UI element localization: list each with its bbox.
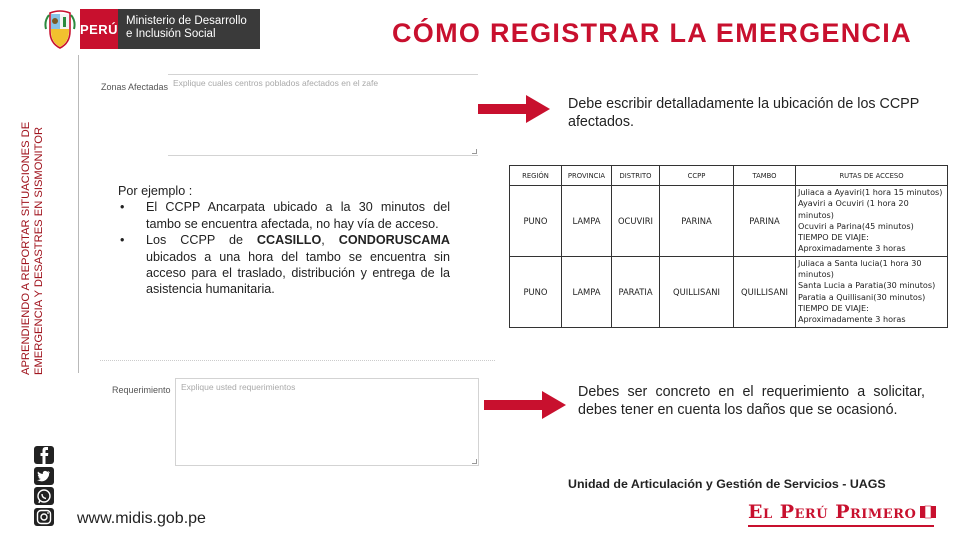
route-line: TIEMPO DE VIAJE:	[798, 302, 869, 313]
instagram-icon[interactable]	[33, 508, 55, 526]
cell-ccpp: PARINA	[660, 186, 734, 257]
route-line: Aproximadamente 3 horas	[798, 314, 906, 325]
route-line: Ayaviri a Ocuviri (1 hora 20 minutos)	[798, 198, 909, 220]
sidebar-divider	[78, 55, 79, 373]
example-text	[118, 183, 450, 298]
ministry-name	[118, 9, 260, 49]
example-intro: Por ejemplo :	[118, 184, 193, 198]
cell-region: PUNO	[510, 186, 562, 257]
table-row	[510, 256, 948, 327]
resize-handle[interactable]	[472, 459, 477, 464]
peru-label: PERÚ	[80, 9, 118, 49]
brand-underline	[748, 525, 934, 527]
cell-provincia: LAMPA	[562, 186, 612, 257]
header-ccpp: CCPP	[660, 166, 734, 186]
callout-requerimiento: Debes ser concreto en el requerimiento a solicitar, debes tener en cuenta los daños que se ocasionó.	[578, 384, 925, 418]
item-text: ubicados a una hora del tambo se encuentra sin acceso para el traslado, distribución y entrega de la asistencia humanitaria.	[146, 249, 450, 297]
cell-provincia: LAMPA	[562, 256, 612, 327]
requerimiento-textarea[interactable]	[175, 378, 479, 466]
zonas-afectadas-placeholder: Explique cuales centros poblados afectados en el zafe	[173, 78, 379, 88]
zonas-afectadas-textarea[interactable]	[168, 74, 478, 156]
cell-distrito: PARATIA	[612, 256, 660, 327]
el-peru-primero-logo	[748, 498, 936, 526]
facebook-icon[interactable]	[33, 446, 55, 464]
route-line: Paratia a Quillisani(30 minutos)	[798, 291, 926, 302]
callout-ubicacion: Debe escribir detalladamente la ubicación de los CCPP afectados.	[568, 96, 919, 130]
midis-logo	[44, 8, 260, 50]
section-divider	[100, 360, 495, 361]
header-distrito: DISTRITO	[612, 166, 660, 186]
cell-region: PUNO	[510, 256, 562, 327]
route-line: TIEMPO DE VIAJE:	[798, 232, 869, 243]
cell-tambo: PARINA	[734, 186, 796, 257]
requerimiento-placeholder: Explique usted requerimientos	[181, 382, 296, 392]
route-line: Santa Lucia a Paratia(30 minutos)	[798, 280, 936, 291]
header-provincia: PROVINCIA	[562, 166, 612, 186]
cell-ccpp: QUILLISANI	[660, 256, 734, 327]
cell-tambo: QUILLISANI	[734, 256, 796, 327]
table-row	[510, 186, 948, 257]
cell-rutas	[796, 186, 948, 257]
item-separator: ,	[321, 233, 339, 248]
ministry-line-1: Ministerio de Desarrollo	[126, 15, 247, 27]
cell-distrito: OCUVIRI	[612, 186, 660, 257]
page-title: CÓMO REGISTRAR LA EMERGENCIA	[392, 18, 912, 48]
table-header-row	[510, 166, 948, 186]
arrow-right-icon	[484, 391, 566, 419]
sidebar-vertical-title: APRENDIENDO A REPORTAR SITUACIONES DE EMERGENCIA Y DESASTRES EN SISMONITOR	[20, 121, 45, 375]
cell-rutas	[796, 256, 948, 327]
ccpp-name-bold: CCASILLO	[256, 233, 322, 248]
requerimiento-label: Requerimiento	[112, 385, 171, 395]
ccpp-name-bold: CONDORUSCAMA	[338, 233, 450, 248]
header-tambo: TAMBO	[734, 166, 796, 186]
arrow-right-icon	[478, 95, 550, 123]
route-line: Aproximadamente 3 horas	[798, 243, 906, 254]
ministry-line-2: e Inclusión Social	[126, 28, 216, 40]
list-item: • El CCPP Ancarpata ubicado a la 30 minutos del tambo se encuentra afectada, no hay vía de acceso.	[118, 199, 450, 232]
route-line: Ocuviri a Parina(45 minutos)	[798, 220, 914, 231]
brand-text: El Perú Primero	[748, 501, 917, 523]
twitter-icon[interactable]	[33, 467, 55, 485]
example-list	[118, 199, 450, 297]
whatsapp-icon[interactable]	[33, 487, 55, 505]
zonas-afectadas-label: Zonas Afectadas	[101, 82, 169, 92]
route-line: Juliaca a Santa lucia(1 hora 30 minutos)	[798, 257, 922, 280]
resize-handle[interactable]	[472, 149, 477, 154]
route-line: Juliaca a Ayaviri(1 hora 15 minutos)	[798, 187, 943, 197]
routes-table	[509, 165, 948, 328]
header-rutas: RUTAS DE ACCESO	[796, 166, 948, 186]
header-region: REGIÓN	[510, 166, 562, 186]
item-text: Los CCPP de	[146, 233, 257, 248]
footer-url-link[interactable]: www.midis.gob.pe	[77, 510, 206, 527]
footer-unit-name: Unidad de Articulación y Gestión de Servicios - UAGS	[568, 477, 886, 491]
peru-coat-of-arms-icon	[44, 9, 76, 49]
list-item	[118, 232, 450, 298]
brand-flag-icon	[920, 504, 936, 520]
